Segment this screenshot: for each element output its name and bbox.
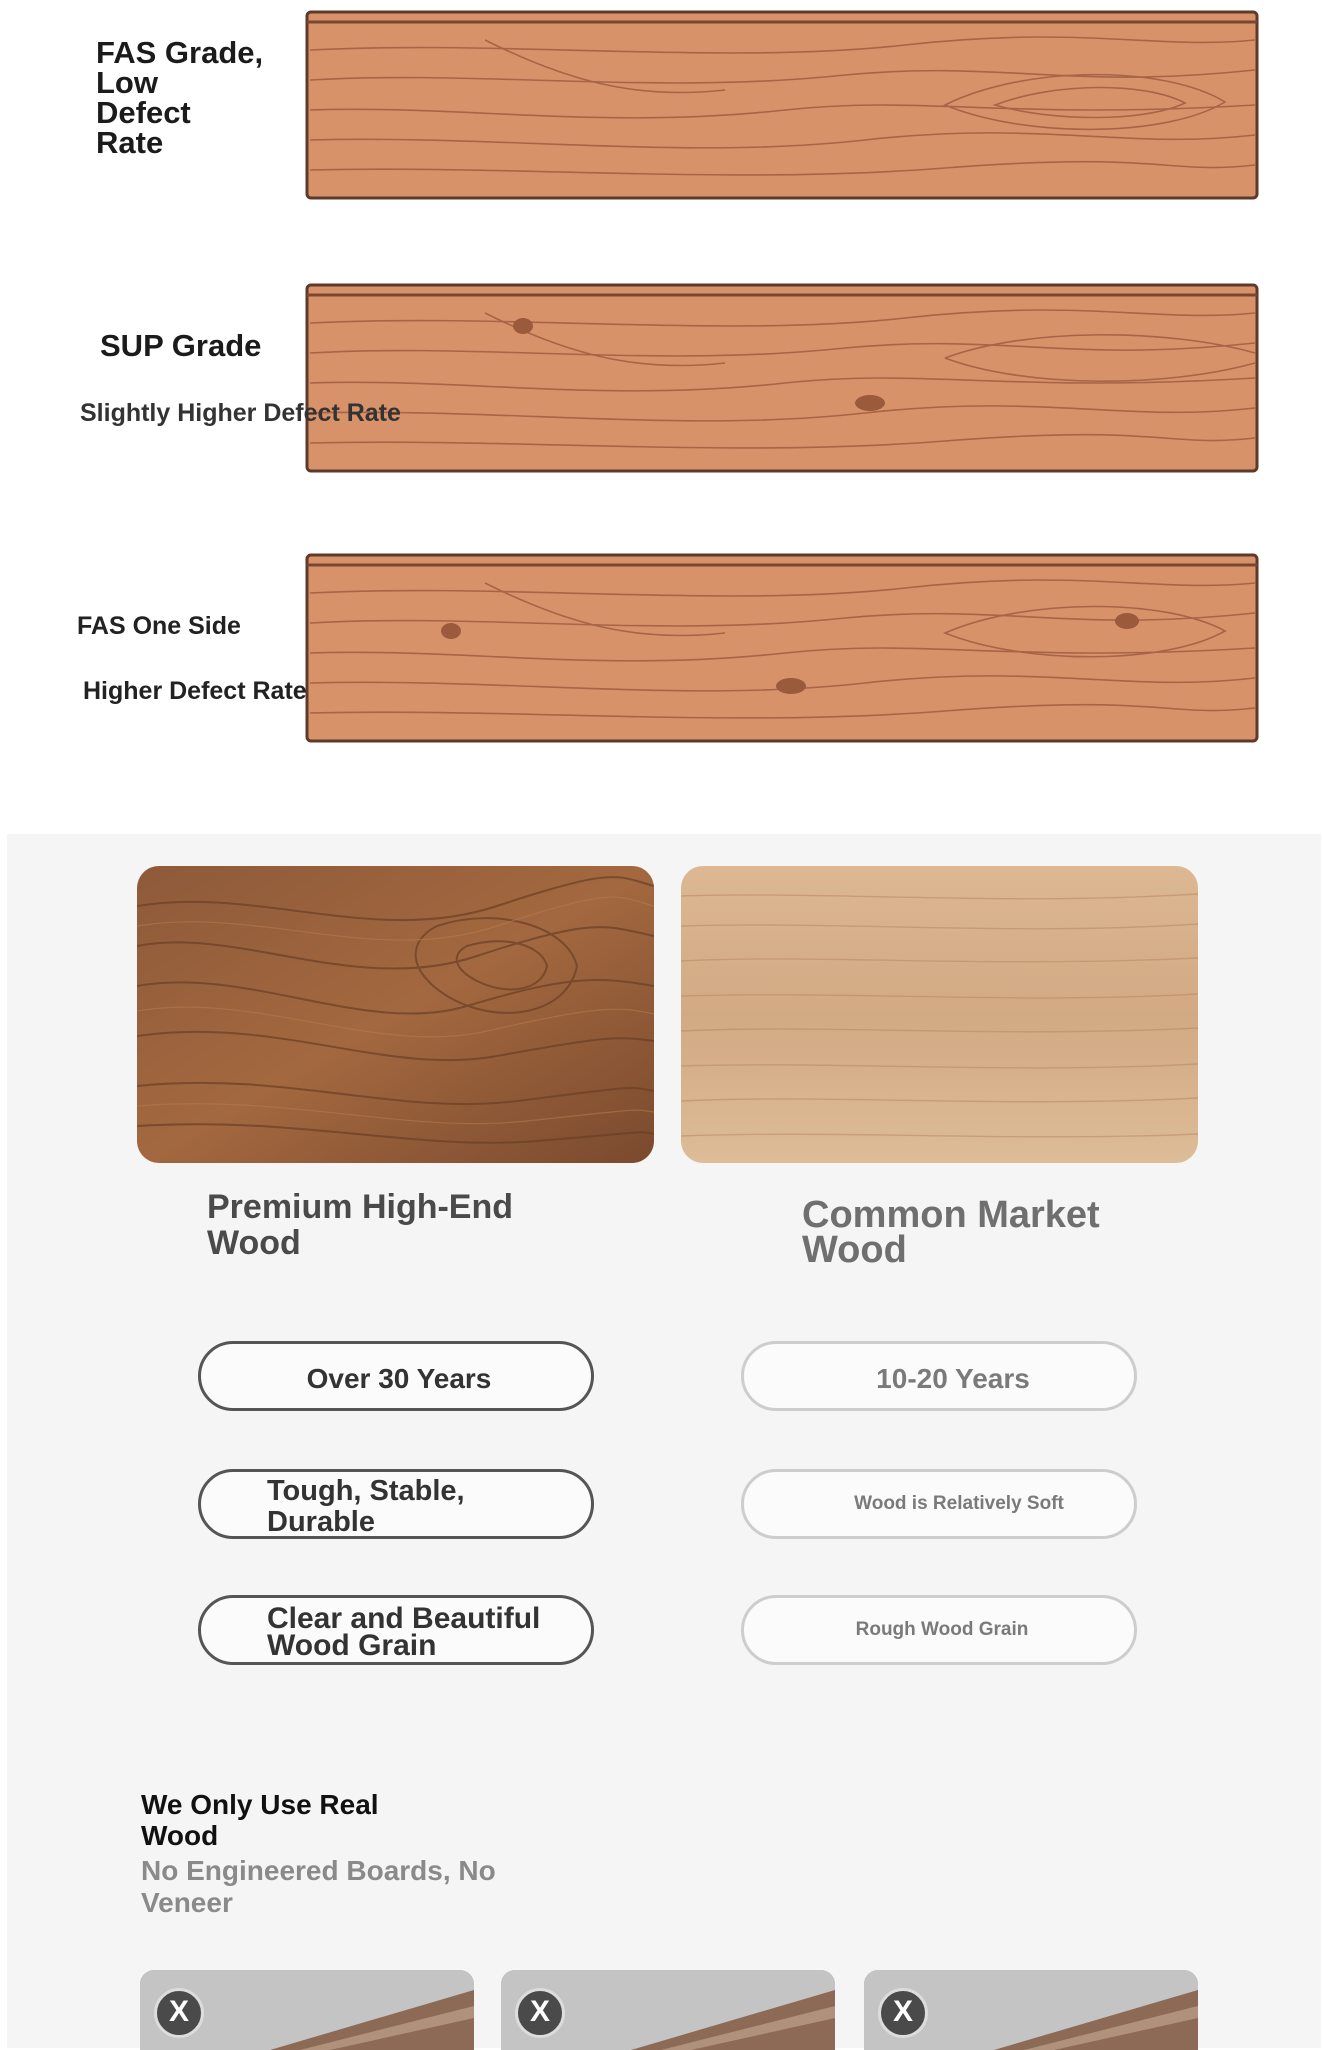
grade-sup-title: SUP Grade (100, 328, 262, 363)
fas-grade-plank-image (305, 10, 1259, 200)
premium-feature-grain-label: Clear and Beautiful Wood Grain (267, 1602, 541, 1662)
fas-one-side-plank-image (305, 553, 1259, 743)
engineered-board-thumbnail-2 (501, 1970, 835, 2050)
common-wood-photo (681, 866, 1198, 1163)
engineered-board-thumbnail-1 (140, 1970, 474, 2050)
grade-sup-subtitle: Slightly Higher Defect Rate (80, 399, 401, 427)
common-feature-lifespan (741, 1341, 1137, 1411)
premium-wood-photo (137, 866, 654, 1163)
grade-fas-one-side-title: FAS One Side (77, 612, 241, 640)
x-mark-icon: X (154, 1988, 204, 2038)
common-feature-grain (741, 1595, 1137, 1665)
real-wood-subtitle: No Engineered Boards, No Veneer (141, 1855, 496, 1918)
x-mark-icon: X (515, 1988, 565, 2038)
premium-feature-lifespan-label: Over 30 Years (306, 1363, 492, 1394)
sup-grade-plank-image (305, 283, 1259, 473)
real-wood-title: We Only Use Real Wood (141, 1789, 379, 1851)
premium-wood-title: Premium High-End Wood (207, 1188, 514, 1262)
engineered-board-thumbnail-3 (864, 1970, 1198, 2050)
x-mark-icon: X (878, 1988, 928, 2038)
premium-feature-durability-label: Tough, Stable, Durable (267, 1475, 465, 1538)
premium-feature-lifespan (198, 1341, 594, 1411)
common-wood-title: Common Market Wood (802, 1194, 1100, 1271)
grade-fas-title: FAS Grade, Low Defect Rate (96, 35, 264, 160)
premium-feature-grain (198, 1595, 594, 1665)
common-feature-grain-label: Rough Wood Grain (855, 1619, 1029, 1640)
grade-fas-one-side-subtitle: Higher Defect Rate (83, 677, 307, 705)
common-feature-lifespan-label: 10-20 Years (876, 1363, 1030, 1394)
premium-feature-durability (198, 1469, 594, 1539)
common-feature-softness (741, 1469, 1137, 1539)
common-feature-softness-label: Wood is Relatively Soft (854, 1493, 1064, 1514)
